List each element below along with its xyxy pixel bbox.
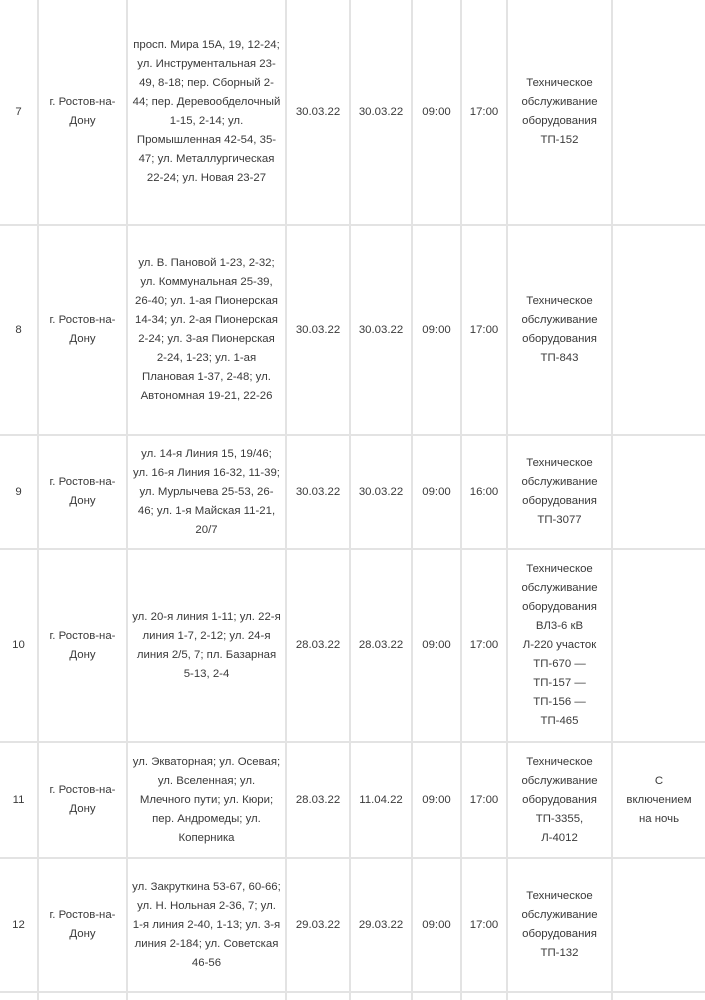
work-description-cell: Техническое обслуживание оборудования ВЛ3-6 кВ Л-220 участок ТП-670 — ТП-157 — ТП-156 — ТП-465: [507, 549, 612, 742]
work-description-cell: Техническое обслуживание оборудования ТП-152: [507, 0, 612, 225]
row-number: 12: [0, 858, 38, 992]
row-number: 11: [0, 742, 38, 858]
table-row: [0, 549, 705, 742]
note-cell: [612, 549, 705, 742]
date-end-cell: 28.03.22: [350, 549, 412, 742]
city-cell: г. Ростов-на- Дону: [38, 742, 127, 858]
time-start-cell: 09:00: [412, 742, 461, 858]
time-end-cell: 17:00: [461, 742, 507, 858]
date-start-cell: 30.03.22: [286, 0, 350, 225]
time-end-cell: 16:00: [461, 435, 507, 549]
note-cell: [612, 225, 705, 435]
time-end-cell: 17:00: [461, 0, 507, 225]
date-end-cell: 11.04.22: [350, 742, 412, 858]
note-cell: С включением на ночь: [612, 742, 705, 858]
date-start-cell: 30.03.22: [286, 435, 350, 549]
table-row: [0, 742, 705, 858]
date-end-cell: 30.03.22: [350, 435, 412, 549]
note-cell: [612, 435, 705, 549]
city-cell: г. Ростов-на- Дону: [38, 549, 127, 742]
time-start-cell: 09:00: [412, 549, 461, 742]
date-start-cell: 29.03.22: [286, 858, 350, 992]
city-cell: г. Ростов-на- Дону: [38, 0, 127, 225]
time-start-cell: 09:00: [412, 0, 461, 225]
time-start-cell: 09:00: [412, 858, 461, 992]
time-end-cell: 17:00: [461, 225, 507, 435]
work-description-cell: Техническое обслуживание оборудования ТП-132: [507, 858, 612, 992]
table-row: [0, 858, 705, 992]
address-cell: ул. Закруткина 53-67, 60-66; ул. Н. Нольная 2-36, 7; ул. 1-я линия 2-40, 1-13; ул. 3-я линия 2-184; ул. Советская 46-56: [127, 858, 286, 992]
date-end-cell: 29.03.22: [350, 858, 412, 992]
table-row: [0, 225, 705, 435]
row-number: 8: [0, 225, 38, 435]
address-cell: просп. Мира 15А, 19, 12-24; ул. Инструментальная 23-49, 8-18; пер. Сборный 2-44; пер. Деревообделочный 1-15, 2-14; ул. Промышленная 42-54, 35-47; ул. Металлургическая 22-24; ул. Новая 23-27: [127, 0, 286, 225]
time-end-cell: 17:00: [461, 858, 507, 992]
work-description-cell: Техническое обслуживание оборудования ТП-3355, Л-4012: [507, 742, 612, 858]
time-start-cell: 09:00: [412, 225, 461, 435]
row-number: 9: [0, 435, 38, 549]
date-end-cell: 30.03.22: [350, 225, 412, 435]
address-cell: ул. 20-я линия 1-11; ул. 22-я линия 1-7, 2-12; ул. 24-я линия 2/5, 7; пл. Базарная 5-13, 2-4: [127, 549, 286, 742]
row-number: 10: [0, 549, 38, 742]
address-cell: ул. Экваторная; ул. Осевая; ул. Вселенная; ул. Млечного пути; ул. Кюри; пер. Андромеды; ул. Коперника: [127, 742, 286, 858]
address-cell: ул. 14-я Линия 15, 19/46; ул. 16-я Линия 16-32, 11-39; ул. Мурлычева 25-53, 26-46; ул. 1-я Майская 11-21, 20/7: [127, 435, 286, 549]
time-start-cell: 09:00: [412, 435, 461, 549]
address-cell: ул. В. Пановой 1-23, 2-32; ул. Коммунальная 25-39, 26-40; ул. 1-ая Пионерская 14-34; ул. 2-ая Пионерская 2-24; ул. 3-ая Пионерская 2-24, 1-23; ул. 1-ая Плановая 1-37, 2-48; ул. Автономная 19-21, 22-26: [127, 225, 286, 435]
date-start-cell: 28.03.22: [286, 742, 350, 858]
note-cell: [612, 0, 705, 225]
city-cell: г. Ростов-на- Дону: [38, 225, 127, 435]
table-row: [0, 435, 705, 549]
note-cell: [612, 858, 705, 992]
table-row: [0, 992, 705, 1000]
table-row: [0, 0, 705, 225]
city-cell: г. Ростов-на- Дону: [38, 435, 127, 549]
city-cell: г. Ростов-на- Дону: [38, 858, 127, 992]
work-description-cell: Техническое обслуживание оборудования ТП-3077: [507, 435, 612, 549]
row-number: 7: [0, 0, 38, 225]
time-end-cell: 17:00: [461, 549, 507, 742]
date-start-cell: 28.03.22: [286, 549, 350, 742]
date-start-cell: 30.03.22: [286, 225, 350, 435]
date-end-cell: 30.03.22: [350, 0, 412, 225]
work-description-cell: Техническое обслуживание оборудования ТП-843: [507, 225, 612, 435]
